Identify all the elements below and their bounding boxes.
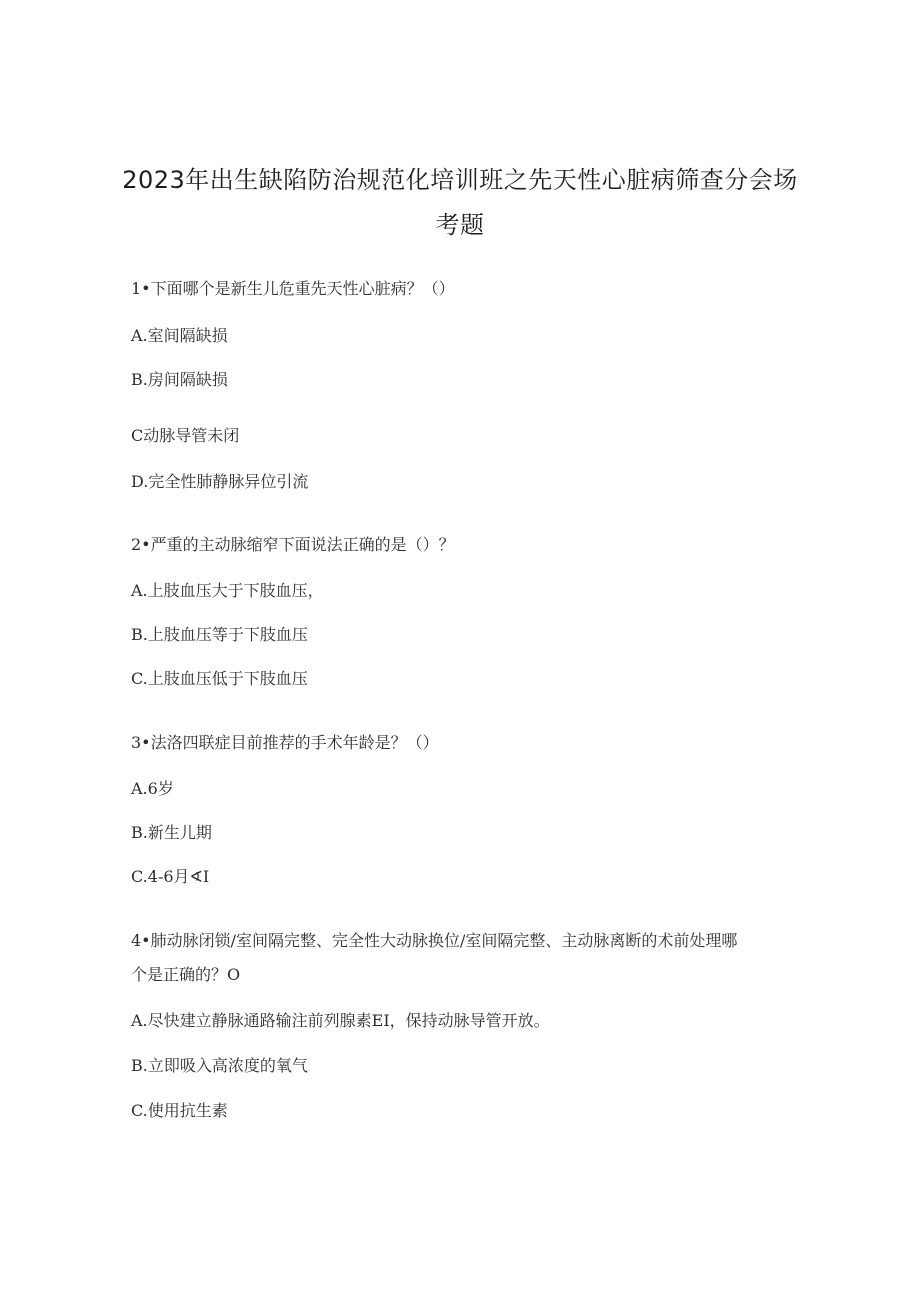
question-1-option-c: C动脉导管未闭	[131, 426, 240, 445]
question-1-option-a: A.室间隔缺损	[131, 326, 228, 345]
question-3-option-b: B.新生儿期	[131, 823, 212, 842]
question-1-option-b: B.房间隔缺损	[131, 370, 228, 389]
question-4-option-a: A.尽快建立静脉通路输注前列腺素EI，保持动脉导管开放。	[131, 1011, 550, 1030]
question-4-stem: 4•肺动脉闭锁/室间隔完整、完全性大动脉换位/室间隔完整、主动脉离断的术前处理哪	[131, 931, 738, 950]
question-1-option-d: D.完全性肺静脉异位引流	[131, 472, 309, 491]
question-3-option-c: C.4-6月∢I	[131, 867, 210, 886]
question-2-stem: 2•严重的主动脉缩窄下面说法正确的是（）？	[131, 535, 455, 554]
question-1-stem: 1•下面哪个是新生儿危重先天性心脏病？（）	[131, 279, 455, 298]
question-4-option-c: C.使用抗生素	[131, 1101, 228, 1120]
page-title: 2023年出生缺陷防治规范化培训班之先天性心脏病筛查分会场	[122, 166, 798, 194]
question-4-option-b: B.立即吸入高浓度的氧气	[131, 1056, 308, 1075]
question-3-option-a: A.6岁	[131, 779, 174, 798]
page-title-continued: 考题	[435, 211, 485, 239]
question-4-stem-continued: 个是正确的？O	[131, 965, 241, 984]
question-3-stem: 3•法洛四联症目前推荐的手术年龄是？（）	[131, 733, 439, 752]
question-2-option-a: A.上肢血压大于下肢血压，	[131, 581, 324, 600]
question-2-option-c: C.上肢血压低于下肢血压	[131, 669, 308, 688]
question-2-option-b: B.上肢血压等于下肢血压	[131, 625, 308, 644]
